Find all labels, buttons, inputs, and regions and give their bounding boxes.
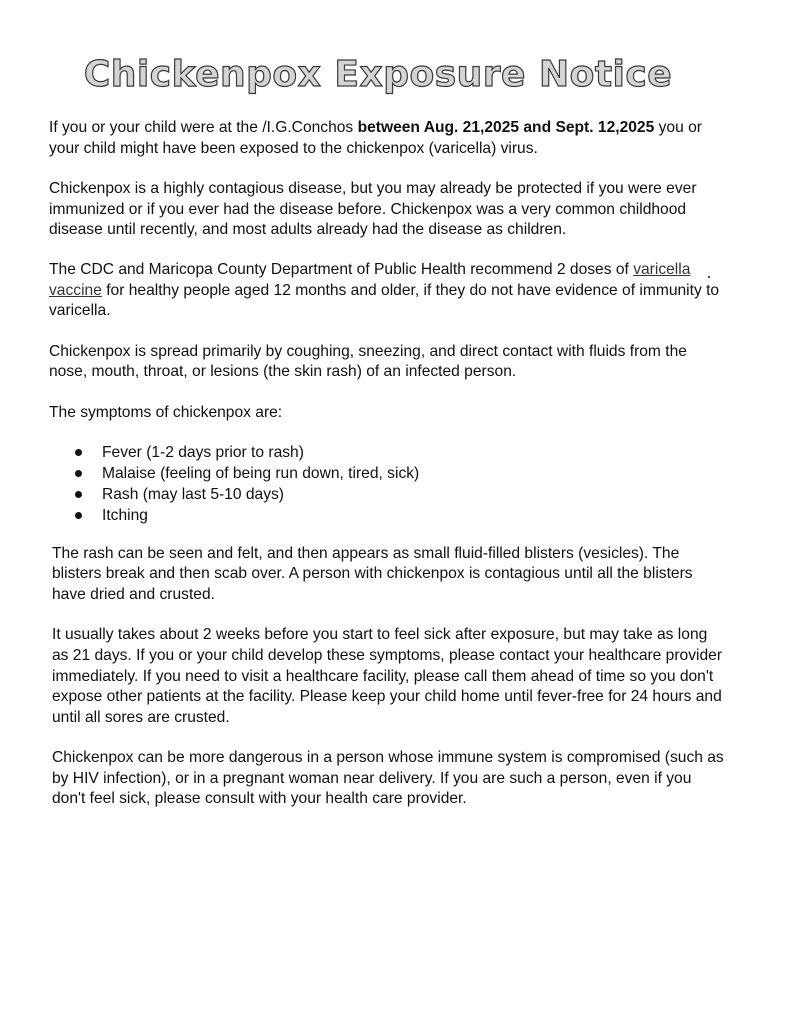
risk-paragraph: Chickenpox can be more dangerous in a person whose immune system is compromised (such as by HIV infection), or in a pregnant woman near delivery. If you are such a person, even if you don't feel sick, please consult with your health care provider. [52, 749, 724, 808]
exposure-intro: If you or your child were at the /I.G.Conchos [49, 119, 358, 136]
list-item: Rash (may last 5-10 days) [75, 484, 724, 505]
exposure-outro: you or your child might have been exposed to the chickenpox (varicella) virus. [49, 119, 702, 157]
list-item: Fever (1-2 days prior to rash) [75, 442, 724, 463]
exposure-dates: between Aug. 21,2025 and Sept. 12,2025 [357, 119, 655, 136]
symptoms-list [75, 442, 724, 526]
list-item: Malaise (feeling of being run down, tired, sick) [75, 463, 724, 484]
contagious-paragraph: Chickenpox is a highly contagious disease, but you may already be protected if you were ever immunized or if you ever had the disease before. Chickenpox was a very common childhood disease until recently, and most adults already had the disease as children. [49, 180, 697, 239]
varicella-vaccine-link[interactable]: varicella vaccine [49, 260, 691, 299]
vaccine-intro: The CDC and Maricopa County Department of Public Health recommend 2 doses of [49, 260, 634, 278]
exposure-paragraph [49, 118, 709, 159]
symptoms-heading: The symptoms of chickenpox are: [49, 403, 283, 421]
vaccine-outro: for healthy people aged 12 months and older, if they do not have evidence of immunity to varicella. [49, 281, 720, 320]
rash-paragraph: The rash can be seen and felt, and then appears as small fluid-filled blisters (vesicles). The blisters break and then scab over. A person with chickenpox is contagious until all the blisters have dried and crusted. [52, 544, 693, 603]
lower-section [52, 544, 724, 811]
spread-paragraph: Chickenpox is spread primarily by coughing, sneezing, and direct contact with fluids from the nose, mouth, throat, or lesions (the skin rash) of an infected person. [49, 342, 687, 381]
vaccine-paragraph [49, 260, 724, 322]
page-title: Chickenpox Exposure Notice [83, 54, 673, 95]
bullet-icon [75, 512, 82, 519]
bullet-icon [75, 491, 82, 498]
list-item: Itching [75, 505, 724, 526]
notice-body [49, 118, 724, 830]
bullet-icon [75, 449, 82, 456]
incubation-paragraph: It usually takes about 2 weeks before you start to feel sick after exposure, but may take as long as 21 days. If you or your child develop these symptoms, please contact your healthcare provider immediately. If you need to visit a healthcare facility, please call them ahead of time so you don't expose other patients at the facility. Please keep your child home until fever-free for 24 hours and until all sores are crusted. [52, 626, 723, 726]
bullet-icon [75, 470, 82, 477]
